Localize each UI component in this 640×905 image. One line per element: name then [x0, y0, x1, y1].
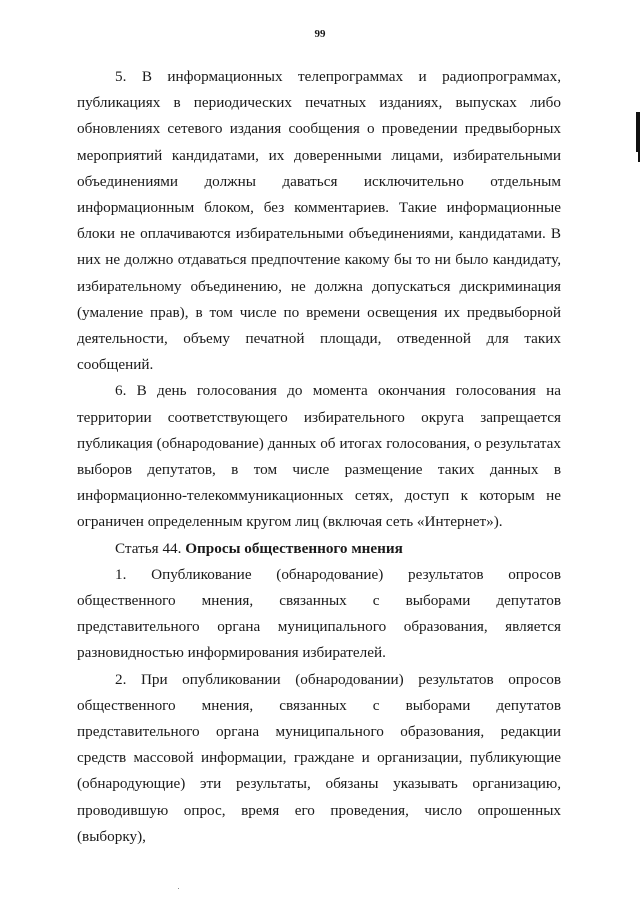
- article-paragraph-2: 2. При опубликовании (обнародовании) результатов опросов общественного мнения, связанных с выборами депутатов представительного органа муниципального образования, редакции средств массовой информации, граждане и организации, публикующие (обнародующие) эти результаты, обязаны указывать организацию, проводившую опрос, время его проведения, число опрошенных (выборку),: [77, 670, 561, 845]
- article-number: Статья 44.: [115, 539, 182, 557]
- document-body: [77, 64, 561, 850]
- page-number: 99: [314, 28, 326, 40]
- paragraph-6: 6. В день голосования до момента окончания голосования на территории соответствующего избирательного округа запрещается публикация (обнародование) данных об итогах голосования, о результатах выборов депутатов, в том числе размещение таких данных в информационно-телекоммуникационных сетях, доступ к которым не ограничен определенным кругом лиц (включая сеть «Интернет»).: [77, 382, 561, 531]
- article-paragraph-1: 1. Опубликование (обнародование) результатов опросов общественного мнения, связанных с выборами депутатов представительного органа муниципального образования, является разновидностью информирования избирателей.: [77, 565, 561, 662]
- scan-edge-mark: [636, 112, 640, 152]
- article-heading: [77, 536, 561, 562]
- article-title: Опросы общественного мнения: [185, 539, 403, 557]
- scan-speck: [178, 888, 179, 889]
- paragraph-5: 5. В информационных телепрограммах и радиопрограммах, публикациях в периодических печатных изданиях, выпусках либо обновлениях сетевого издания сообщения о проведении предвыборных мероприятий кандидатами, их доверенными лицами, избирательными объединениями должны даваться исключительно отдельным информационным блоком, без комментариев. Такие информационные блоки не оплачиваются избирательными объединениями, кандидатами. В них не должно отдаваться предпочтение какому бы то ни было кандидату, избирательному объединению, не должна допускаться дискриминация (умаление прав), в том числе по времени освещения их предвыборной деятельности, объему печатной площади, отведенной для таких сообщений.: [77, 68, 561, 374]
